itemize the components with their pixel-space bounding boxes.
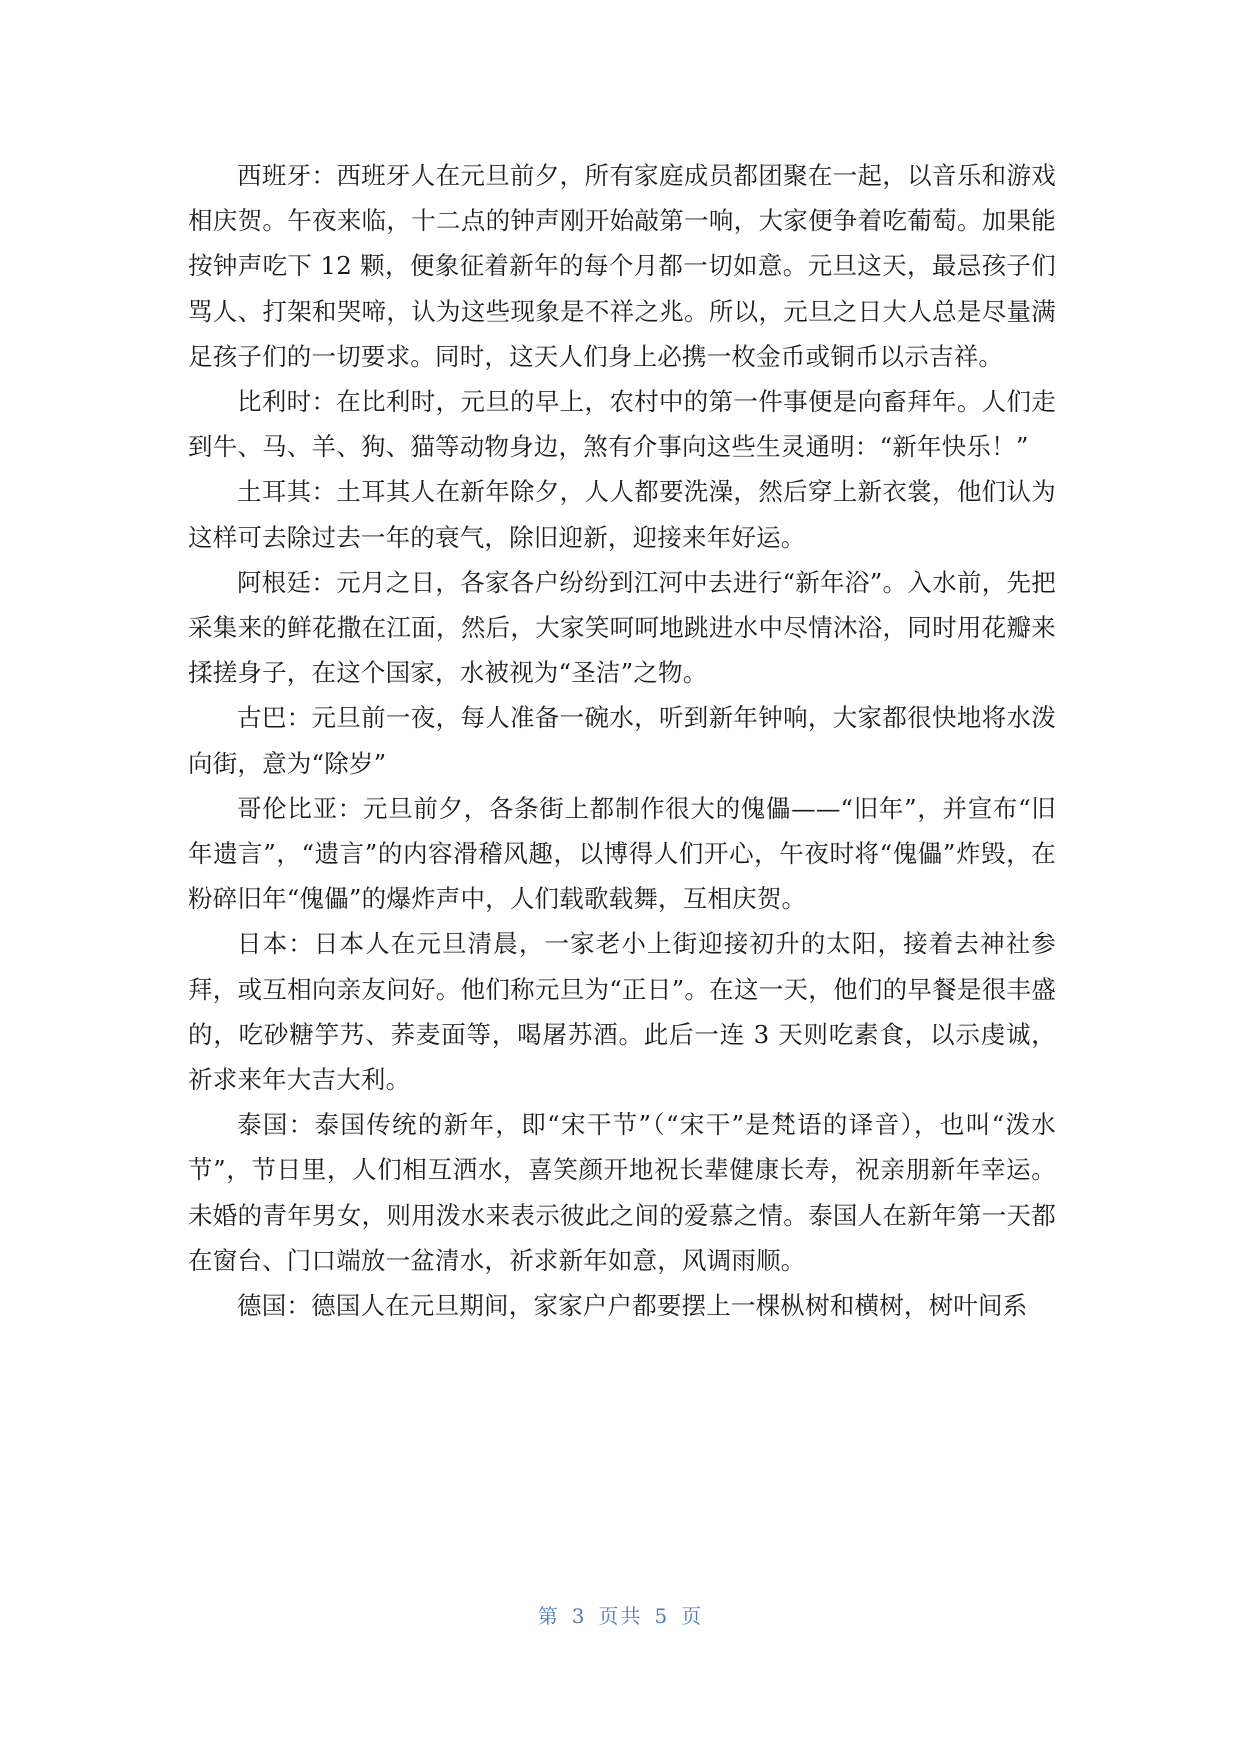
paragraph-spain: 西班牙：西班牙人在元旦前夕，所有家庭成员都团聚在一起，以音乐和游戏相庆贺。午夜来临，十二点的钟声刚开始敲第一响，大家便争着吃葡萄。加果能按钟声吃下 12 颗，便象征着新年的每个月都一切如意。元旦这天，最忌孩子们骂人、打架和哭啼，认为这些现象是不祥之兆。所以，元旦之日大人总是尽量满足孩子们的一切要求。同时，这天人们身上必携一枚金币或铜币以示吉祥。 — [188, 161, 1056, 371]
paragraph-japan: 日本：日本人在元旦清晨，一家老小上街迎接初升的太阳，接着去神社参拜，或互相向亲友问好。他们称元旦为“正日”。在这一天，他们的早餐是很丰盛的，吃砂糖竽艿、荞麦面等，喝屠苏酒。此后一连 3 天则吃素食，以示虔诚，祈求来年大吉大利。 — [188, 929, 1056, 1095]
footer-current-page: 3 — [571, 1604, 587, 1628]
document-body — [188, 153, 1056, 1328]
footer-suffix: 页 — [681, 1604, 704, 1628]
paragraph-belgium: 比利时：在比利时，元旦的早上，农村中的第一件事便是向畜拜年。人们走到牛、马、羊、狗、猫等动物身边，煞有介事向这些生灵通明：“新年快乐！” — [188, 387, 1056, 462]
page-footer — [0, 1600, 1241, 1629]
footer-total-pages: 5 — [654, 1604, 670, 1628]
footer-middle: 页共 — [598, 1604, 643, 1628]
paragraph-colombia: 哥伦比亚：元旦前夕，各条街上都制作很大的傀儡——“旧年”，并宣布“旧年遗言”，“遗言”的内容滑稽风趣，以博得人们开心，午夜时将“傀儡”炸毁，在粉碎旧年“傀儡”的爆炸声中，人们载歌载舞，互相庆贺。 — [188, 793, 1056, 914]
paragraph-turkey: 土耳其：土耳其人在新年除夕，人人都要洗澡，然后穿上新衣裳，他们认为这样可去除过去一年的衰气，除旧迎新，迎接来年好运。 — [188, 477, 1056, 552]
footer-prefix: 第 — [537, 1604, 560, 1628]
paragraph-germany: 德国：德国人在元旦期间，家家户户都要摆上一棵枞树和横树，树叶间系 — [237, 1291, 1028, 1321]
paragraph-argentina: 阿根廷：元月之日，各家各户纷纷到江河中去进行“新年浴”。入水前，先把采集来的鲜花撒在江面，然后，大家笑呵呵地跳进水中尽情沐浴，同时用花瓣来揉搓身子，在这个国家，水被视为“圣洁”之物。 — [188, 567, 1056, 688]
paragraph-cuba: 古巴：元旦前一夜，每人准备一碗水，听到新年钟响，大家都很快地将水泼向街，意为“除岁” — [188, 703, 1056, 778]
paragraph-thailand: 泰国：泰国传统的新年，即“宋干节”（“宋干”是梵语的译音），也叫“泼水节”，节日里，人们相互洒水，喜笑颜开地祝长辈健康长寿，祝亲朋新年幸运。未婚的青年男女，则用泼水来表示彼此之间的爱慕之情。泰国人在新年第一天都在窗台、门口端放一盆清水，祈求新年如意，风调雨顺。 — [188, 1110, 1056, 1275]
